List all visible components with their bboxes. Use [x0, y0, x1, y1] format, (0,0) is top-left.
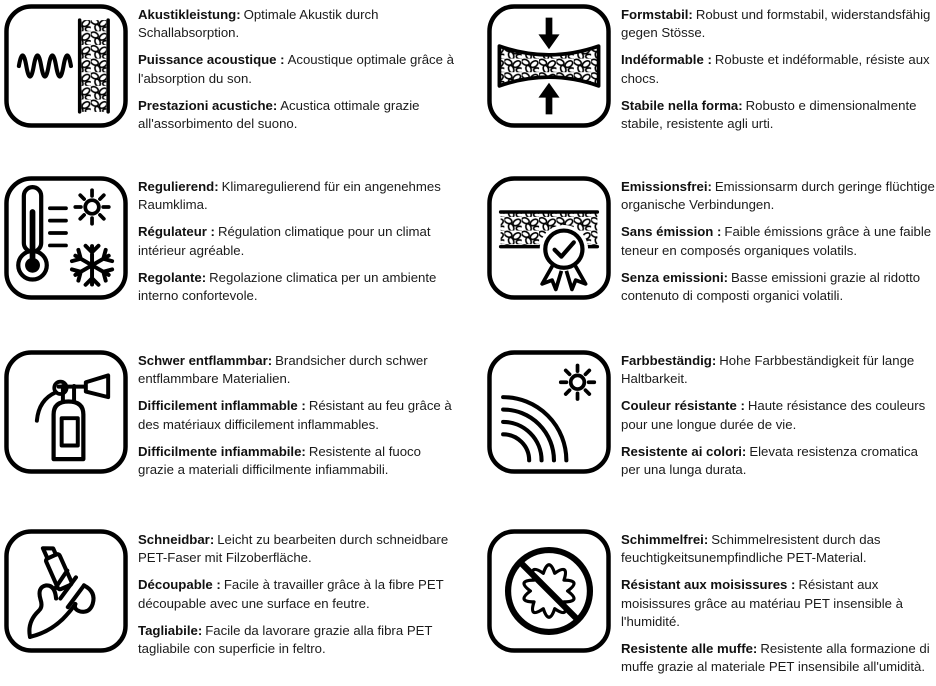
feature-text — [621, 176, 936, 314]
feature-description: Faible émissions grâce à une faible teneur en composés organiques volatils. — [621, 224, 932, 258]
feature-label: Formstabil: — [621, 7, 693, 22]
hand-cutter-icon — [4, 529, 128, 653]
feature-description: Regolazione climatica per un ambiente interno confortevole. — [138, 269, 437, 304]
feature-text — [138, 176, 460, 314]
feature-description: Brandsicher durch schwer entflammbare Materialien. — [138, 353, 428, 387]
feature-paragraph-it — [621, 269, 936, 305]
feature-paragraph-it — [621, 97, 936, 133]
feature-label: Régulateur : — [138, 224, 215, 240]
feature-paragraph-it — [621, 640, 936, 676]
feature-description: Klimaregulierend für ein angenehmes Raumklima. — [138, 179, 441, 213]
feature-text — [138, 350, 460, 488]
feature-label: Résistant aux moisissures : — [621, 577, 796, 593]
feature-paragraph-de — [138, 178, 460, 214]
feature-description: Basse emissioni grazie al ridotto contenuto di composti organici volatili. — [621, 269, 921, 304]
feature-paragraph-fr — [138, 51, 460, 87]
feature-paragraph-de — [138, 352, 460, 388]
feature-paragraph-it — [138, 269, 460, 305]
feature-description: Robust und formstabil, widerstandsfähig gegen Stösse. — [621, 7, 931, 41]
feature-tile — [468, 0, 936, 170]
feature-description: Résistant aux moisissures grâce au matériau PET insensible à l'humidité. — [621, 577, 903, 629]
feature-paragraph-de — [621, 6, 936, 42]
feature-paragraph-fr — [621, 397, 936, 433]
feature-description: Leicht zu bearbeiten durch schneidbare PET-Faser mit Filzoberfläche. — [138, 532, 449, 566]
feature-description: Robusto e dimensionalmente stabile, resistente agli urti. — [621, 97, 917, 132]
feature-paragraph-fr — [138, 223, 460, 259]
feature-label: Puissance acoustique : — [138, 52, 285, 68]
feature-description: Facile da lavorare grazie alla fibra PET tagliabile con superficie in feltro. — [138, 622, 433, 657]
feature-label: Difficilmente infiammabile: — [138, 443, 306, 459]
feature-text — [138, 4, 460, 142]
feature-label: Difficilement inflammable : — [138, 398, 306, 414]
climate-regulating-icon — [4, 176, 128, 300]
feature-paragraph-de — [138, 531, 460, 567]
color-fastness-icon — [487, 350, 611, 474]
no-mold-icon — [487, 529, 611, 653]
feature-tile — [0, 516, 468, 680]
feature-label: Emissionsfrei: — [621, 179, 712, 194]
compression-resistance-icon — [487, 4, 611, 128]
feature-description: Robuste et indéformable, résiste aux chocs. — [621, 52, 930, 86]
feature-label: Sans émission : — [621, 224, 722, 240]
feature-description: Régulation climatique pour un climat intérieur agréable. — [138, 224, 431, 258]
feature-paragraph-fr — [621, 576, 936, 631]
feature-paragraph-fr — [138, 576, 460, 612]
feature-description: Schimmelresistent durch das feuchtigkeitsunempfindliche PET-Material. — [621, 532, 881, 566]
feature-tile — [468, 170, 936, 343]
feature-label: Prestazioni acustiche: — [138, 97, 278, 113]
feature-tile — [468, 343, 936, 516]
feature-paragraph-de — [621, 178, 936, 214]
feature-description: Acoustique optimale grâce à l'absorption du son. — [138, 52, 454, 86]
feature-tile — [0, 0, 468, 170]
feature-label: Akustikleistung: — [138, 7, 241, 22]
feature-description: Hohe Farbbeständigkeit für lange Haltbarkeit. — [621, 353, 915, 387]
low-emission-certificate-icon — [487, 176, 611, 300]
feature-description: Acustica ottimale grazie all'assorbimento del suono. — [138, 97, 420, 132]
feature-paragraph-de — [138, 6, 460, 42]
feature-label: Resistente ai colori: — [621, 443, 747, 459]
feature-text — [138, 529, 460, 667]
feature-paragraph-fr — [138, 397, 460, 433]
feature-tile — [0, 343, 468, 516]
feature-text — [621, 4, 936, 142]
feature-paragraph-fr — [621, 51, 936, 87]
feature-paragraph-fr — [621, 223, 936, 259]
feature-description: Optimale Akustik durch Schallabsorption. — [138, 7, 379, 41]
feature-label: Tagliabile: — [138, 622, 203, 638]
feature-description: Resistente alla formazione di muffe grazie al materiale PET insensibile all'umidità. — [621, 641, 930, 675]
feature-label: Découpable : — [138, 577, 221, 593]
feature-description: Résistant au feu grâce à des matériaux difficilement inflammables. — [138, 398, 452, 432]
feature-label: Regolante: — [138, 269, 207, 285]
sound-absorption-icon — [4, 4, 128, 128]
feature-text — [621, 529, 936, 686]
feature-description: Elevata resistenza cromatica per una lunga durata. — [621, 443, 918, 478]
feature-description: Facile à travailler grâce à la fibre PET découpable avec une surface en feutre. — [138, 577, 444, 611]
feature-label: Schimmelfrei: — [621, 532, 709, 547]
feature-description: Resistente al fuoco grazie a materiali difficilmente infiammabili. — [138, 443, 421, 478]
feature-paragraph-it — [138, 622, 460, 658]
feature-label: Schwer entflammbar: — [138, 353, 273, 368]
feature-label: Indéformable : — [621, 52, 712, 68]
feature-label: Schneidbar: — [138, 532, 215, 547]
feature-paragraph-de — [621, 352, 936, 388]
feature-description: Emissionsarm durch geringe flüchtige organische Verbindungen. — [621, 179, 935, 213]
feature-label: Farbbeständig: — [621, 353, 717, 368]
feature-paragraph-it — [138, 97, 460, 133]
feature-paragraph-it — [138, 443, 460, 479]
feature-label: Regulierend: — [138, 179, 219, 194]
feature-tile — [0, 170, 468, 343]
feature-description: Haute résistance des couleurs pour une longue durée de vie. — [621, 398, 926, 432]
feature-label: Senza emissioni: — [621, 269, 729, 285]
feature-paragraph-it — [621, 443, 936, 479]
feature-label: Resistente alle muffe: — [621, 641, 758, 657]
feature-tile — [468, 516, 936, 680]
feature-label: Stabile nella forma: — [621, 97, 743, 113]
feature-paragraph-de — [621, 531, 936, 567]
feature-text — [621, 350, 936, 488]
fire-extinguisher-icon — [4, 350, 128, 474]
feature-label: Couleur résistante : — [621, 398, 745, 414]
